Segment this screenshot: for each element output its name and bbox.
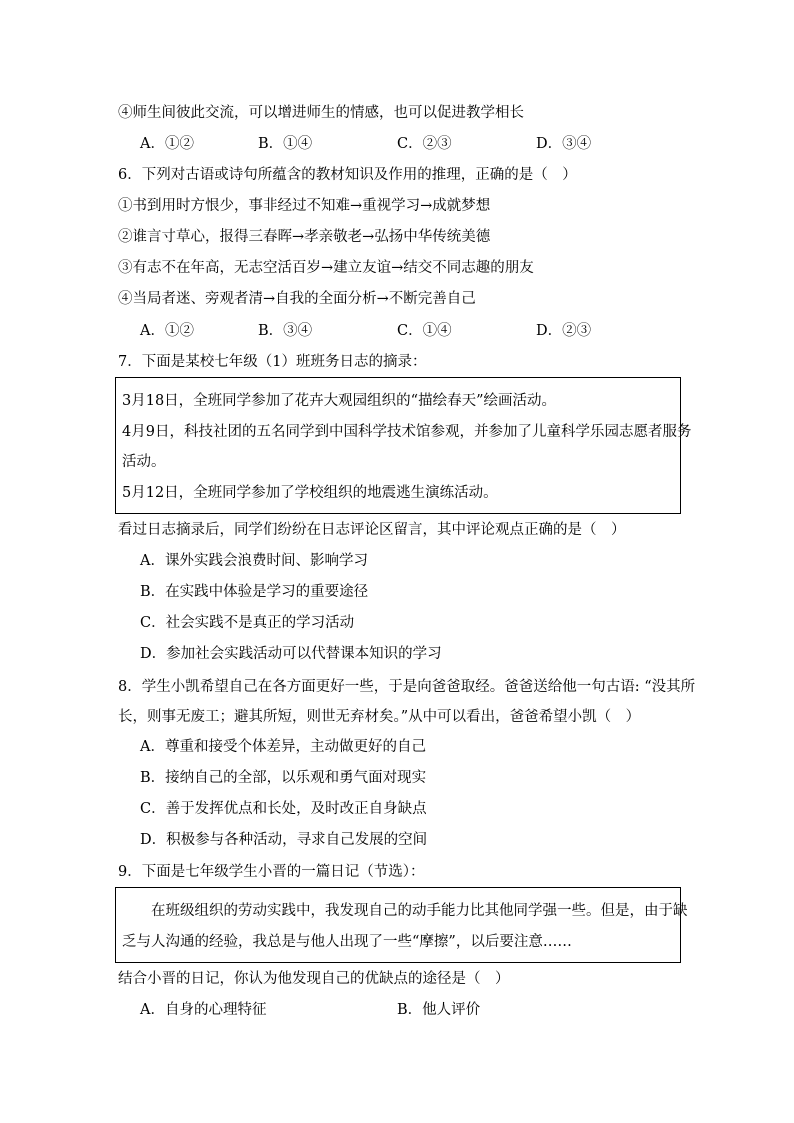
q6-item-1: ①书到用时方恨少，事非经过不知难→重视学习→成就梦想 xyxy=(118,198,491,214)
q9-question: 结合小晋的日记，你认为他发现自己的优缺点的途径是（ ） xyxy=(118,971,510,987)
q6-option-a[interactable]: A．①② xyxy=(140,323,194,339)
q5-option-b[interactable]: B．①④ xyxy=(258,136,313,152)
q7-option-c[interactable]: C．社会实践不是真正的学习活动 xyxy=(140,615,355,631)
q8-option-a[interactable]: A．尊重和接受个体差异，主动做更好的自己 xyxy=(140,739,426,755)
q8-option-c[interactable]: C．善于发挥优点和长处，及时改正自身缺点 xyxy=(140,801,427,817)
q8-stem-line-1: 8．学生小凯希望自己在各方面更好一些，于是向爸爸取经。爸爸送给他一句古语: “没其所 xyxy=(118,679,696,695)
q9-option-a[interactable]: A．自身的心理特征 xyxy=(140,1002,267,1018)
q5-option-c[interactable]: C．②③ xyxy=(397,136,452,152)
q5-option-a[interactable]: A．①② xyxy=(140,136,194,152)
q6-stem: 6．下列对古语或诗句所蕴含的教材知识及作用的推理，正确的是（ ） xyxy=(118,167,577,183)
q9-diary-line-1: 在班级组织的劳动实践中，我发现自己的动手能力比其他同学强一些。但是，由于缺 xyxy=(122,903,688,919)
q7-log-line-4: 5月12日，全班同学参加了学校组织的地震逃生演练活动。 xyxy=(122,485,498,501)
q7-question: 看过日志摘录后，同学们纷纷在日志评论区留言，其中评论观点正确的是（ ） xyxy=(118,522,626,538)
q7-option-b[interactable]: B．在实践中体验是学习的重要途径 xyxy=(140,584,369,600)
q6-item-4: ④当局者迷、旁观者清→自我的全面分析→不断完善自己 xyxy=(118,291,476,307)
q6-item-3: ③有志不在年高，无志空活百岁→建立友谊→结交不同志趣的朋友 xyxy=(118,260,534,276)
q6-option-b[interactable]: B．③④ xyxy=(258,323,313,339)
q7-log-line-3: 活动。 xyxy=(122,454,166,470)
q9-diary-excerpt-box xyxy=(115,887,688,963)
q6-item-2: ②谁言寸草心，报得三春晖→孝亲敬老→弘扬中华传统美德 xyxy=(118,229,491,245)
q9-option-b[interactable]: B．他人评价 xyxy=(397,1002,481,1018)
q6-option-d[interactable]: D．②③ xyxy=(536,323,592,339)
q6-option-c[interactable]: C．①④ xyxy=(397,323,452,339)
q7-option-a[interactable]: A．课外实践会浪费时间、影响学习 xyxy=(140,553,368,569)
q7-log-line-2: 4月9日，科技社团的五名同学到中国科学技术馆参观，并参加了儿童科学乐园志愿者服务 xyxy=(122,424,692,440)
q8-stem-line-2: 长，则事无废工；避其所短，则世无弃材矣。”从中可以看出，爸爸希望小凯（ ） xyxy=(118,709,641,725)
q9-stem: 9．下面是七年级学生小晋的一篇日记（节选）： xyxy=(118,864,425,880)
q8-option-b[interactable]: B．接纳自己的全部，以乐观和勇气面对现实 xyxy=(140,770,427,786)
q7-option-d[interactable]: D．参加社会实践活动可以代替课本知识的学习 xyxy=(140,646,442,662)
q9-diary-line-2: 乏与人沟通的经验，我总是与他人出现了一些“摩擦”，以后要注意…… xyxy=(122,934,572,950)
q7-stem: 7．下面是某校七年级（1）班班务日志的摘录： xyxy=(118,354,427,370)
q7-log-line-1: 3月18日，全班同学参加了花卉大观园组织的“描绘春天”绘画活动。 xyxy=(122,393,556,409)
q5-option-d[interactable]: D．③④ xyxy=(536,136,592,152)
q8-option-d[interactable]: D．积极参与各种活动，寻求自己发展的空间 xyxy=(140,832,428,848)
q5-item-4: ④师生间彼此交流，可以增进师生的情感，也可以促进教学相长 xyxy=(118,105,524,121)
q7-log-excerpt-box xyxy=(115,377,692,514)
